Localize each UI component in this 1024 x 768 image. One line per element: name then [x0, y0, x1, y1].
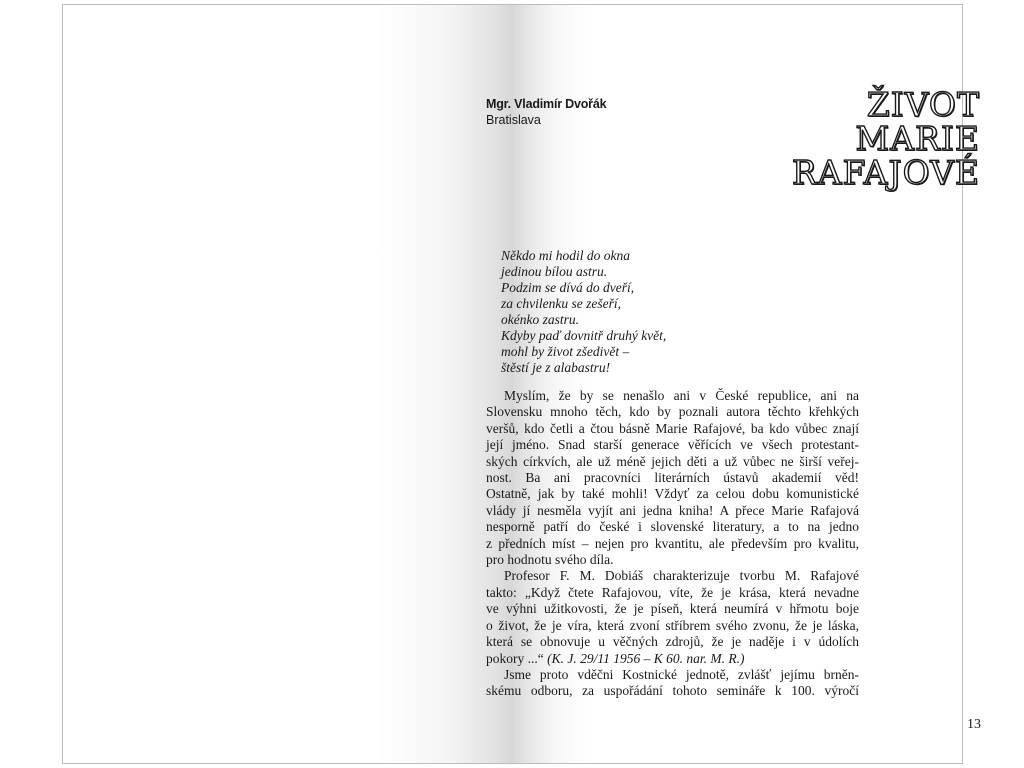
poem-line: jedinou bílou astru. — [501, 264, 608, 279]
poem-line: Někdo mi hodil do okna — [501, 248, 630, 263]
paragraph-line: nesporně patří do české i slovenské literatury, a to na jedno — [486, 519, 859, 535]
paragraph-line: skému odboru, za uspořádání tohoto semináře k 100. výročí — [486, 683, 859, 699]
poem-line: mohl by život zšedivět – — [501, 344, 630, 359]
poem-line: štěstí je z alabastru! — [501, 360, 611, 375]
poem-line: Podzim se dívá do dveří, — [501, 280, 635, 295]
quote-ending: pokory ...“ — [486, 650, 544, 666]
paragraph-line: ských církvích, ale už méně jejich děti a už vůbec ne širší veřej- — [486, 453, 859, 469]
paragraph-line: Ostatně, jak by také mohli! Vždyť za celou dobu komunistické — [486, 486, 859, 502]
title-line: RAFAJOVÉ — [791, 153, 980, 192]
article-title — [791, 85, 980, 192]
paragraph-line: ve výhni užitkovosti, že je píseň, která neumírá v hřmotu boje — [486, 601, 859, 617]
paragraph-line: Profesor F. M. Dobiáš charakterizuje tvorbu M. Rafajové — [504, 568, 859, 584]
paragraph-line: z předních míst – nejen pro kvantitu, ale především pro kvalitu, — [486, 535, 859, 551]
paragraph-line: takto: „Když čtete Rafajovou, víte, že je krása, která nevadne — [486, 584, 859, 600]
poem-line: za chvilenku se zešeří, — [501, 296, 621, 311]
paragraph-line: vlády jí nesměla vyjít ani jedna kniha! A přece Marie Rafajová — [486, 502, 859, 518]
paragraph-line: Slovensku mnoho těch, kdo by poznali autora těchto křehkých — [486, 404, 859, 420]
paragraph-line: veršů, kdo četli a čtou básně Marie Rafajové, ba kdo vůbec znají — [486, 420, 859, 436]
paragraph-line: nost. Ba ani pracovníci literárních ústavů akademií věd! — [486, 470, 859, 486]
author-block — [486, 96, 606, 128]
paragraph-line: pro hodnotu svého díla. — [486, 552, 614, 568]
paragraph-line: o život, že je víra, která zvoní stříbrem svého zvonu, že je láska, — [486, 617, 859, 633]
paragraph-line: Myslím, že by se nenašlo ani v České republice, ani na — [504, 388, 859, 403]
poem-line: okénko zastru. — [501, 312, 579, 327]
poem-line: Kdyby paď dovnitř druhý květ, — [501, 328, 667, 343]
page-number: 13 — [967, 717, 981, 732]
author-name: Mgr. Vladimír Dvořák — [486, 97, 607, 111]
left-page — [63, 5, 513, 763]
paragraph-line: která se obnovuje u věčných zdrojů, že je naděje i v údolích — [486, 634, 859, 650]
paragraph-line: Jsme proto vděčni Kostnické jednotě, zvlášť jejímu brněn- — [504, 666, 859, 682]
title-line: ŽIVOT — [866, 85, 980, 124]
paragraph-line: její jméno. Snad starší generace věřících ve všech protestant- — [486, 437, 859, 453]
author-city: Bratislava — [486, 113, 541, 127]
poem — [501, 248, 666, 376]
paragraph-line — [486, 651, 859, 667]
body-text — [486, 388, 859, 700]
citation: (K. J. 29/11 1956 – K 60. nar. M. R.) — [547, 650, 745, 666]
title-line: MARIE — [855, 119, 980, 158]
